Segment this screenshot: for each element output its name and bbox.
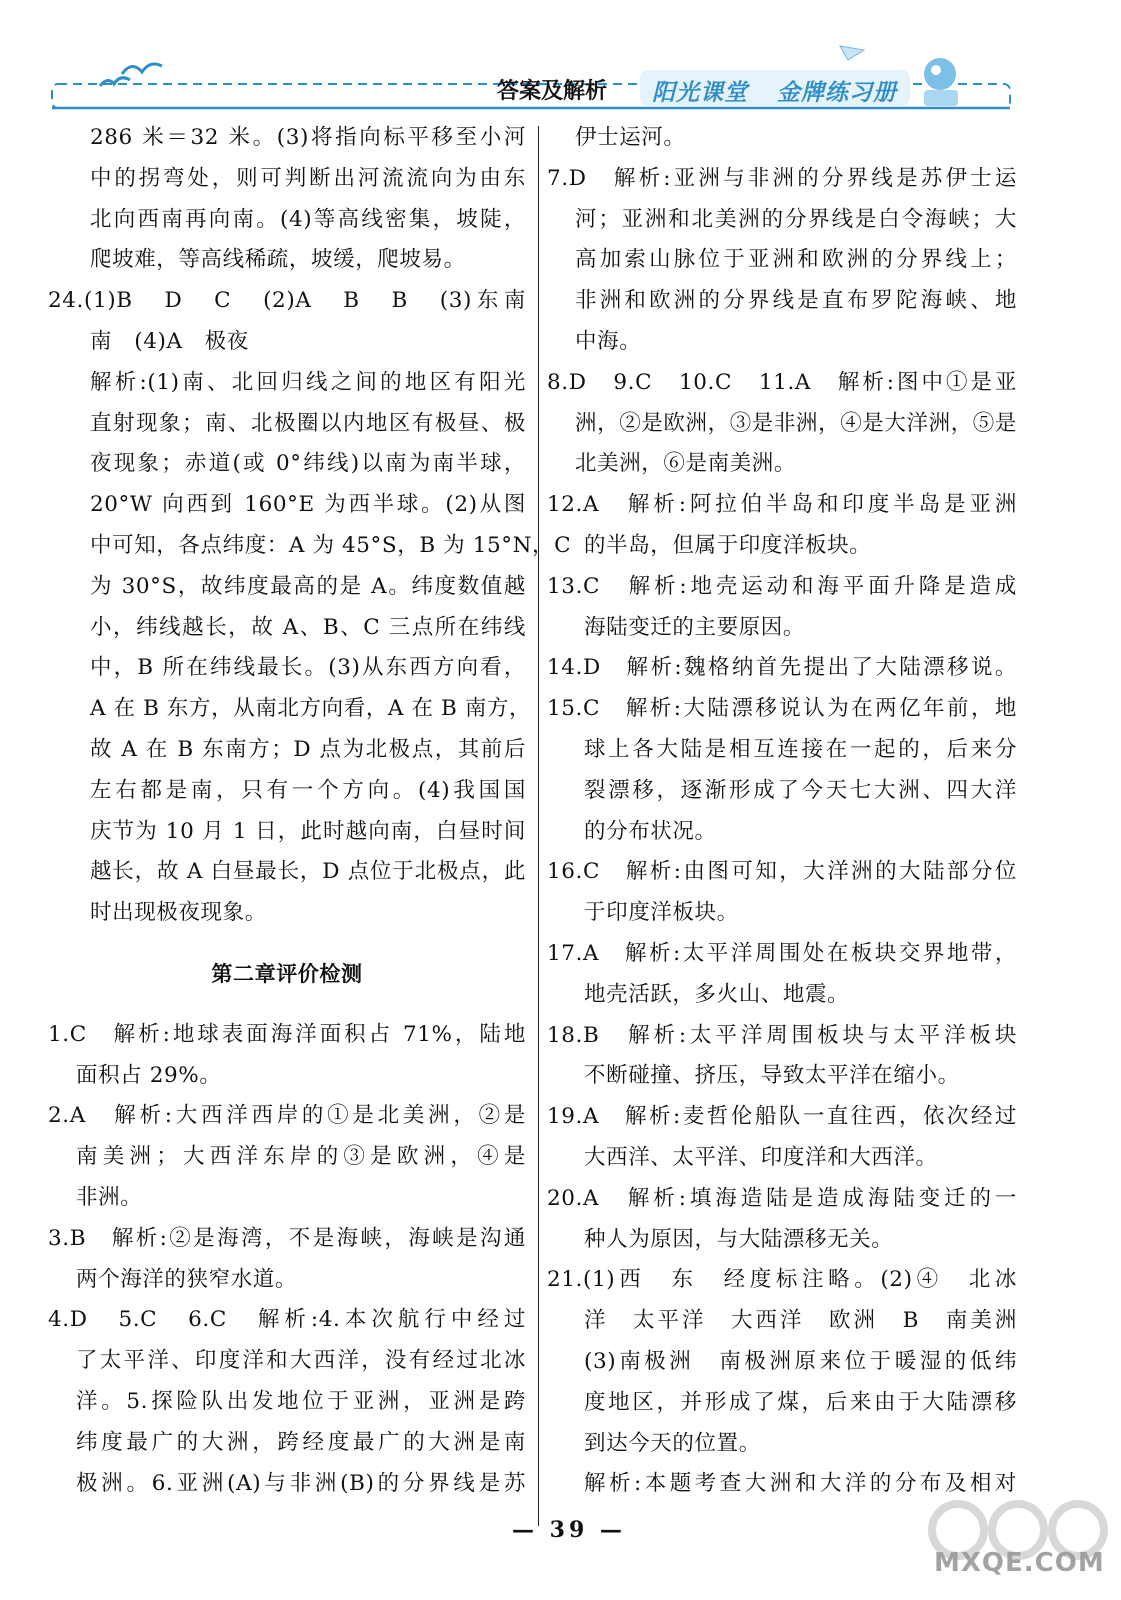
right-text-line: 北美洲，⑥是南美洲。 (575, 451, 797, 477)
right-text-line: 到达今天的位置。 (584, 1430, 761, 1456)
right-text-line: 8.D 9.C 10.C 11.A 解析:图中①是亚 (547, 369, 1017, 395)
right-text-line: 16.C 解析:由图可知，大洋洲的大陆部分位 (547, 859, 1017, 885)
left-text-line: 爬坡难，等高线稀疏，坡缓，爬坡易。 (90, 247, 466, 273)
right-text-line: 17.A 解析:太平洋周围处在板块交界地带， (547, 940, 1017, 966)
left-text-line: 洋。5.探险队出发地位于亚洲，亚洲是跨 (76, 1388, 526, 1414)
right-text-line: 20.A 解析:填海造陆是造成海陆变迁的一 (547, 1185, 1017, 1211)
right-text-line: 13.C 解析:地壳运动和海平面升降是造成 (547, 573, 1017, 599)
left-text-line: 了太平洋、印度洋和大西洋，没有经过北冰 (76, 1348, 526, 1374)
right-text-line: 于印度洋板块。 (584, 900, 739, 926)
header-decoration (0, 0, 1121, 130)
left-text-line: 直射现象；南、北极圈以内地区有极昼、极 (90, 410, 526, 436)
left-text-line: 庆节为 10 月 1 日，此时越向南，白昼时间 (90, 818, 526, 844)
right-text-line: 洋 太平洋 大西洋 欧洲 B 南美洲 (584, 1308, 1017, 1334)
left-text-line: 北向西南再向南。(4)等高线密集，坡陡， (90, 206, 526, 232)
right-text-line: 度地区，并形成了煤，后来由于大陆漂移 (584, 1389, 1017, 1415)
left-text-line: 中可知，各点纬度：A 为 45°S，B 为 15°N，C (90, 532, 572, 558)
left-text-line: 1.C 解析:地球表面海洋面积占 71%，陆地 (48, 1021, 526, 1047)
left-text-line: 非洲。 (76, 1184, 143, 1210)
left-text-line: 3.B 解析:②是海湾，不是海峡，海峡是沟通 (48, 1225, 526, 1251)
right-text-line: 伊士运河。 (575, 125, 686, 150)
right-text-line: 海陆变迁的主要原因。 (584, 614, 806, 640)
right-text-line: 球上各大陆是相互连接在一起的，后来分 (584, 736, 1017, 762)
right-text-line: 高加索山脉位于亚洲和欧洲的分界线上； (575, 247, 1017, 273)
left-text-line: 越长，故 A 白昼最长，D 点位于北极点，此 (90, 859, 526, 885)
left-text-line: 解析:(1)南、北回归线之间的地区有阳光 (90, 369, 526, 395)
left-text-line: 纬度最广的大洲，跨经度最广的大洲是南 (76, 1429, 526, 1455)
left-column (48, 118, 572, 1504)
left-text-line: 时出现极夜现象。 (90, 900, 267, 926)
page-header (0, 0, 1121, 130)
right-text-line: 21.(1)西 东 经度标注略。(2)④ 北冰 (547, 1267, 1017, 1293)
page-number: — 39 — (512, 1517, 626, 1543)
right-text-line: 7.D 解析:亚洲与非洲的分界线是苏伊士运 (547, 165, 1017, 191)
right-text-line: 19.A 解析:麦哲伦船队一直往西，依次经过 (547, 1104, 1017, 1130)
section-heading: 第二章评价检测 (211, 961, 363, 986)
right-text-line: 种人为原因，与大陆漂移无关。 (584, 1226, 894, 1252)
right-text-line: 大西洋、太平洋、印度洋和大西洋。 (584, 1144, 938, 1170)
column-divider (538, 126, 539, 1526)
left-text-line: 286 米＝32 米。(3)将指向标平移至小河 (90, 125, 526, 150)
left-text-line: 极洲。6.亚洲(A)与非洲(B)的分界线是苏 (76, 1470, 526, 1496)
left-text-line: 4.D 5.C 6.C 解析:4.本次航行中经过 (48, 1307, 526, 1333)
right-text-line: 洲，②是欧洲，③是非洲，④是大洋洲，⑤是 (575, 410, 1018, 436)
left-text-line: 24.(1)B D C (2)A B B (3)东南 (48, 288, 526, 314)
left-text-line: 20°W 向西到 160°E 为西半球。(2)从图 (90, 492, 526, 518)
header-brand-part2: 金牌练习册 (777, 79, 897, 106)
right-text-line: 的半岛，但属于印度洋板块。 (584, 532, 872, 558)
right-text-line: 14.D 解析:魏格纳首先提出了大陆漂移说。 (547, 655, 1017, 681)
right-text-line: 18.B 解析:太平洋周围板块与太平洋板块 (547, 1022, 1017, 1048)
left-text-line: 故 A 在 B 东南方；D 点为北极点，其前后 (90, 736, 526, 762)
right-text-line: 裂漂移，逐渐形成了今天七大洲、四大洋 (584, 777, 1017, 803)
left-text-line: 两个海洋的狭窄水道。 (76, 1266, 298, 1292)
right-text-line: 不断碰撞、挤压，导致太平洋在缩小。 (584, 1063, 960, 1089)
left-text-line: 为 30°S，故纬度最高的是 A。纬度数值越 (90, 573, 526, 599)
right-text-line: 中海。 (575, 328, 642, 354)
left-text-line: 中的拐弯处，则可判断出河流流向为由东 (90, 165, 526, 191)
watermark-text: MXQE.COM (934, 1548, 1105, 1578)
right-column (547, 118, 1017, 1505)
left-spacer (48, 934, 526, 954)
left-text-line: 面积占 29%。 (76, 1062, 222, 1088)
left-text-line: 2.A 解析:大西洋西岸的①是北美洲，②是 (48, 1103, 526, 1129)
left-text-line: 中，B 所在纬线最长。(3)从东西方向看， (90, 655, 526, 681)
right-text-line: 河；亚洲和北美洲的分界线是白令海峡；大 (575, 206, 1017, 232)
right-text-line: 的分布状况。 (584, 818, 717, 844)
left-text-line: 南美洲；大西洋东岸的③是欧洲，④是 (76, 1144, 526, 1170)
right-text-line: 12.A 解析:阿拉伯半岛和印度半岛是亚洲 (547, 492, 1017, 518)
right-text-line: (3)南极洲 南极洲原来位于暖湿的低纬 (584, 1348, 1017, 1374)
left-spacer (48, 995, 526, 1015)
right-text-line: 解析:本题考查大洲和大洋的分布及相对 (584, 1471, 1017, 1497)
right-text-line: 非洲和欧洲的分界线是直布罗陀海峡、地 (575, 288, 1017, 314)
right-text-line: 15.C 解析:大陆漂移说认为在两亿年前，地 (547, 696, 1017, 722)
left-text-line: 左右都是南，只有一个方向。(4)我国国 (90, 777, 526, 803)
header-brand-part1: 阳光课堂 (652, 79, 748, 106)
left-text-line: A 在 B 东方，从南北方向看，A 在 B 南方， (90, 696, 532, 722)
left-text-line: 南 (4)A 极夜 (90, 328, 249, 354)
left-text-line: 夜现象；赤道(或 0°纬线)以南为南半球， (90, 451, 526, 477)
right-text-line: 地壳活跃，多火山、地震。 (584, 981, 850, 1007)
header-answers-label: 答案及解析 (497, 79, 608, 104)
left-text-line: 小，纬线越长，故 A、B、C 三点所在纬线 (90, 614, 526, 640)
